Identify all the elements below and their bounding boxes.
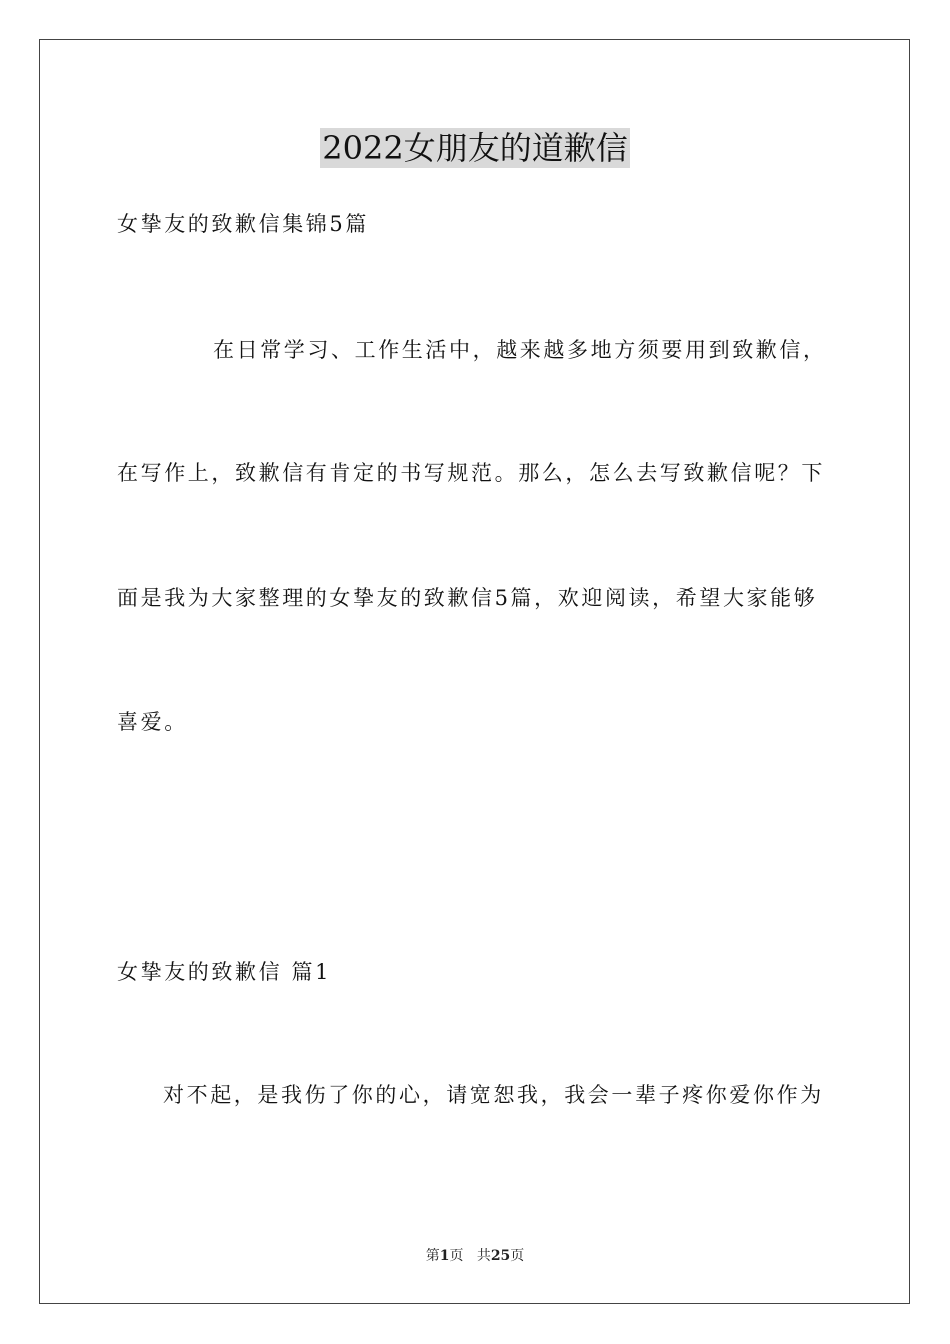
intro-line-1: 在日常学习、工作生活中，越来越多地方须要用到致歉信， — [213, 338, 827, 362]
intro-line-2: 在写作上，致歉信有肯定的书写规范。那么，怎么去写致歉信呢？下 — [117, 461, 825, 485]
page-footer — [0, 1246, 950, 1266]
footer-prefix: 第 — [425, 1248, 440, 1264]
intro-line-3: 面是我为大家整理的女挚友的致歉信5篇，欢迎阅读，希望大家能够 — [117, 586, 818, 610]
footer-total-pages: 25 — [490, 1248, 511, 1264]
footer-page-word: 页 — [449, 1248, 464, 1264]
intro-line-4: 喜爱。 — [117, 710, 188, 734]
document-title: 2022女朋友的道歉信 — [322, 129, 628, 167]
footer-current-page: 1 — [439, 1248, 450, 1264]
document-subtitle: 女挚友的致歉信集锦5篇 — [117, 212, 369, 236]
footer-total-suffix: 页 — [510, 1248, 525, 1264]
section-first-line: 对不起，是我伤了你的心，请宽恕我，我会一辈子疼你爱你作为 — [163, 1083, 824, 1107]
footer-total-prefix: 共 — [476, 1248, 491, 1264]
section-heading: 女挚友的致歉信 篇1 — [117, 960, 332, 984]
title-wrap — [0, 128, 950, 168]
